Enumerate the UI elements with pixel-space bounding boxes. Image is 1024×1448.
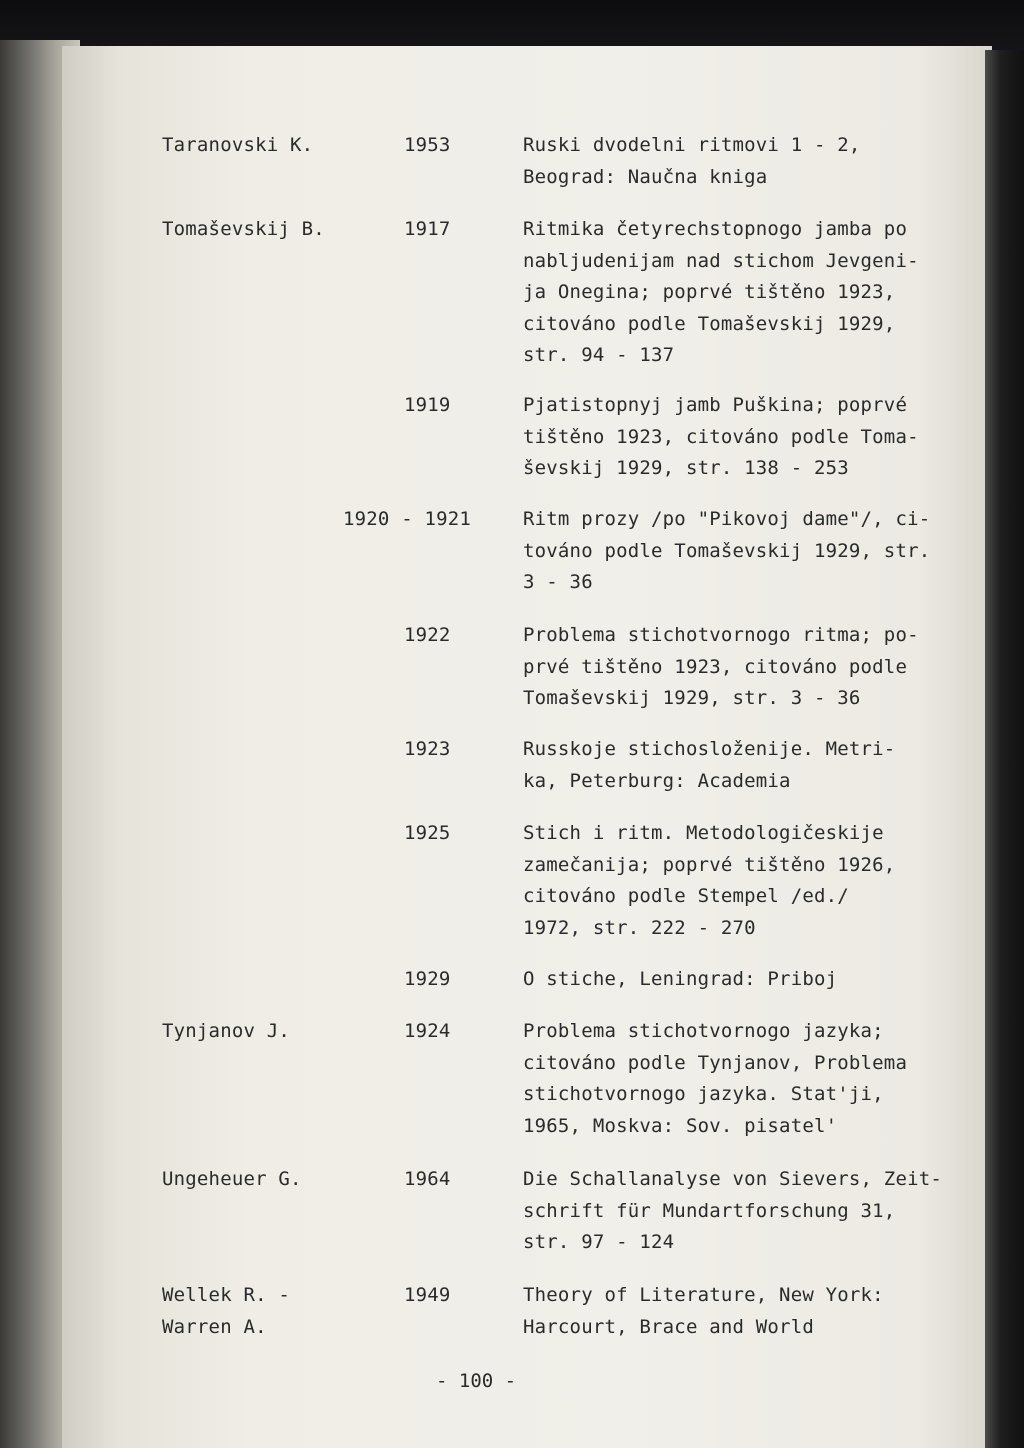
reference-title: Ritmika četyrechstopnogo jamba po nabljudenijam nad stichom Jevgeni- ja Onegina; poprvé tištěno 1923, citováno podle Tomaševskij 1929, str. 94 - 137: [523, 218, 919, 366]
reference-title: Stich i ritm. Metodologičeskije zamečanija; poprvé tištěno 1926, citováno podle Stempel /ed./ 1972, str. 222 - 270: [523, 822, 896, 939]
reference-author: Wellek R. - Warren A.: [162, 1284, 291, 1338]
reference-author: Taranovski K.: [162, 134, 314, 156]
reference-year: 1919: [404, 394, 451, 416]
reference-year: 1929: [404, 968, 451, 990]
reference-year: 1917: [404, 218, 451, 240]
reference-year: 1920 - 1921: [343, 508, 472, 530]
reference-title: Problema stichotvornogo ritma; po- prvé tištěno 1923, citováno podle Tomaševskij 1929, str. 3 - 36: [523, 624, 919, 709]
reference-title: Ruski dvodelni ritmovi 1 - 2, Beograd: Naučna kniga: [523, 134, 861, 188]
reference-title: Problema stichotvornogo jazyka; citováno podle Tynjanov, Problema stichotvornogo jazyka. Stat'ji, 1965, Moskva: Sov. pisatel': [523, 1020, 908, 1137]
reference-title: Die Schallanalyse von Sievers, Zeit- schrift für Mundartforschung 31, str. 97 - 124: [523, 1168, 943, 1253]
page-number: - 100 -: [436, 1370, 517, 1392]
reference-year: 1964: [404, 1168, 451, 1190]
scan-right-shadow: [985, 50, 1024, 1448]
reference-year: 1924: [404, 1020, 451, 1042]
reference-year: 1923: [404, 738, 451, 760]
reference-year: 1922: [404, 624, 451, 646]
reference-year: 1953: [404, 134, 451, 156]
reference-title: Theory of Literature, New York: Harcourt, Brace and World: [523, 1284, 884, 1338]
reference-year: 1949: [404, 1284, 451, 1306]
reference-title: Ritm prozy /po "Pikovoj dame"/, ci- továno podle Tomaševskij 1929, str. 3 - 36: [523, 508, 931, 593]
reference-title: Pjatistopnyj jamb Puškina; poprvé tištěno 1923, citováno podle Toma- ševskij 1929, str. 138 - 253: [523, 394, 919, 479]
reference-title: Russkoje stichosloženije. Metri- ka, Peterburg: Academia: [523, 738, 896, 792]
reference-author: Ungeheuer G.: [162, 1168, 302, 1190]
reference-author: Tomaševskij B.: [162, 218, 325, 240]
reference-title: O stiche, Leningrad: Priboj: [523, 968, 838, 990]
reference-author: Tynjanov J.: [162, 1020, 291, 1042]
reference-year: 1925: [404, 822, 451, 844]
